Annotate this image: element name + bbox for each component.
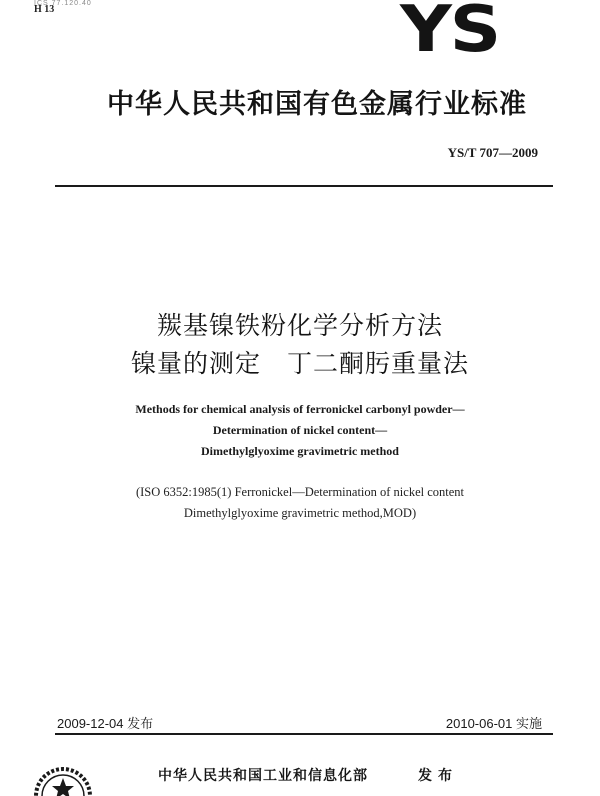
bottom-divider <box>55 733 553 735</box>
ys-logo: YS <box>400 0 500 67</box>
issuer-action: 发布 <box>418 768 458 784</box>
seal-icon <box>28 766 98 796</box>
title-cn-line-1: 羰基镍铁粉化学分析方法 <box>156 311 443 340</box>
issue-date: 2009-12-04 发布 <box>57 716 154 731</box>
title-en-line-2: Determination of nickel content— <box>212 423 388 437</box>
title-en-line-3: Dimethylglyoxime gravimetric method <box>201 444 399 458</box>
implementation-date: 2010-06-01 实施 <box>445 716 542 731</box>
iso-reference-line-2: Dimethylglyoxime gravimetric method,MOD) <box>183 506 417 520</box>
title-en-line-1: Methods for chemical analysis of ferronickel carbonyl powder— <box>135 402 465 416</box>
ics-code: H 13 <box>34 4 55 15</box>
top-divider <box>55 185 553 187</box>
classification-code-line: ICS 77.120.40 <box>34 0 92 7</box>
issuer-name: 中华人民共和国工业和信息化部 <box>158 768 368 784</box>
title-cn-line-2: 镍量的测定 丁二酮肟重量法 <box>130 349 469 378</box>
standard-number: YS/T 707—2009 <box>447 145 538 160</box>
organization-title: 中华人民共和国有色金属行业标准 <box>107 89 527 120</box>
iso-reference-line-1: (ISO 6352:1985(1) Ferronickel—Determination of nickel content <box>135 485 465 499</box>
